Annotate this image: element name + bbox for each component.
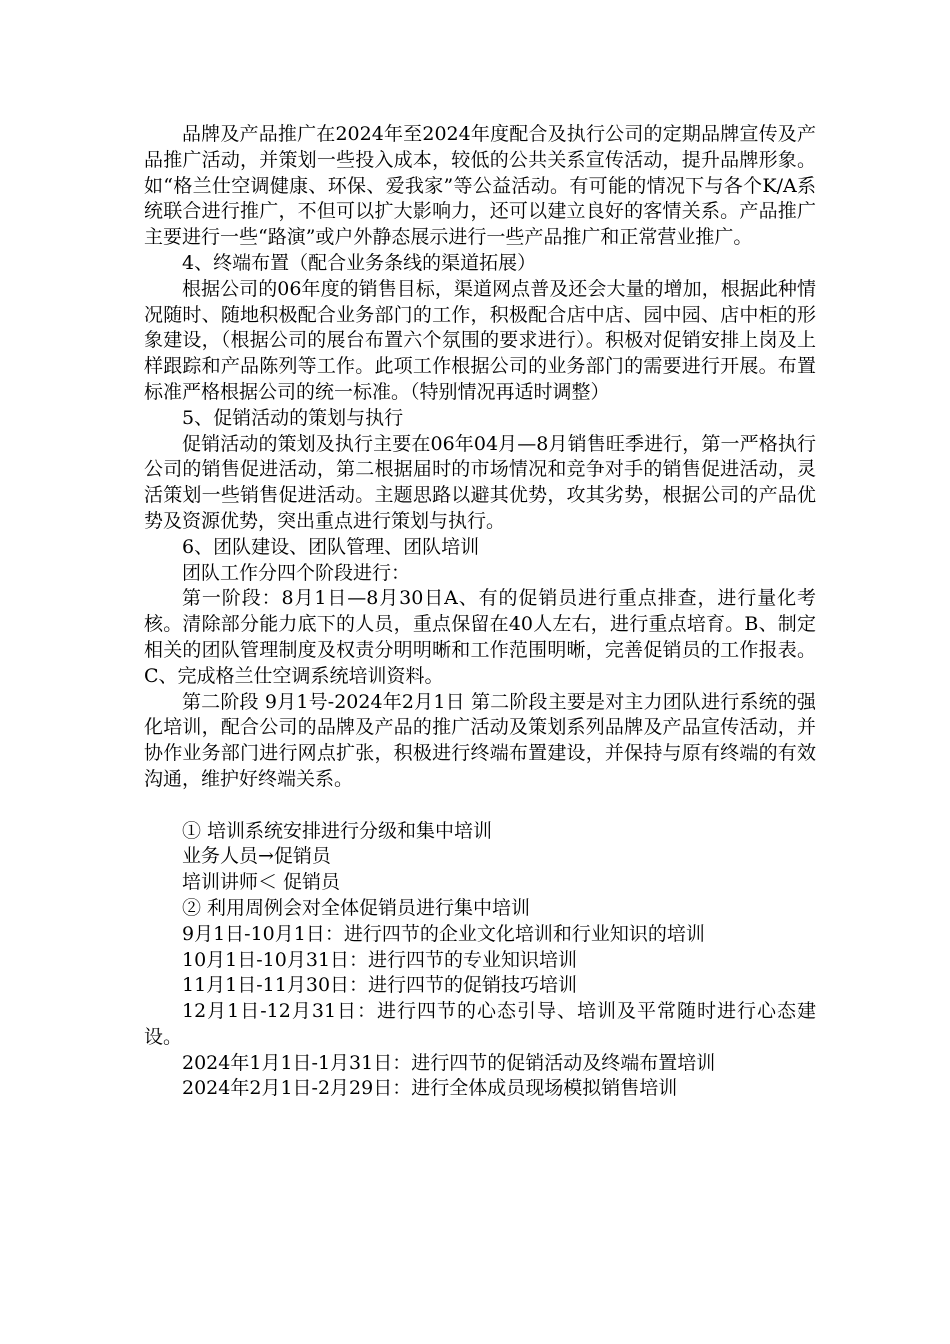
document-page [144, 122, 816, 1102]
training-item-nov: 11月1日-11月30日：进行四节的促销技巧培训 [182, 974, 578, 997]
paragraph-team-stages-intro: 团队工作分四个阶段进行： [182, 561, 411, 584]
training-item-business-staff: 业务人员→促销员 [182, 845, 331, 868]
paragraph-terminal-layout: 根据公司的06年度的销售目标，渠道网点普及还会大量的增加，根据此种情况随时、随地积极配合业务部门的工作，积极配合店中店、园中园、店中柜的形象建设，（根据公司的展台布置六个氛围的要求进行）。积极对促销安排上岗及上样跟踪和产品陈列等工作。此项工作根据公司的业务部门的需要进行开展。布置标准严格根据公司的统一标准。（特别情况再适时调整） [144, 277, 816, 403]
heading-promotion-activities: 5、促销活动的策划与执行 [182, 406, 404, 429]
paragraph-brand-promotion: 品牌及产品推广在2024年至2024年度配合及执行公司的定期品牌宣传及产品推广活动，并策划一些投入成本，较低的公共关系宣传活动，提升品牌形象。如“格兰仕空调健康、环保、爱我家”等公益活动。有可能的情况下与各个K/A系统联合进行推广，不但可以扩大影响力，还可以建立良好的客情关系。产品推广主要进行一些“路演”或户外静态展示进行一些产品推广和正常营业推广。 [144, 123, 816, 249]
training-item-dec: 12月1日-12月31日：进行四节的心态引导、培训及平常随时进行心态建设。 [144, 1000, 816, 1048]
training-item-tiered: ① 培训系统安排进行分级和集中培训 [182, 819, 493, 842]
paragraph-stage-two: 第二阶段 9月1号-2024年2月1日 第二阶段主要是对主力团队进行系统的强化培训，配合公司的品牌及产品的推广活动及策划系列品牌及产品宣传活动，并协作业务部门进行网点扩张，积极进行终端布置建设，并保持与原有终端的有效沟通，维护好终端关系。 [144, 690, 816, 790]
training-item-jan: 2024年1月1日-1月31日：进行四节的促销活动及终端布置培训 [182, 1051, 716, 1074]
heading-team-building: 6、团队建设、团队管理、团队培训 [182, 535, 480, 558]
training-item-oct: 10月1日-10月31日：进行四节的专业知识培训 [182, 948, 578, 971]
paragraph-gap [144, 793, 816, 819]
training-item-weekly-meeting: ② 利用周例会对全体促销员进行集中培训 [182, 896, 531, 919]
paragraph-promotion-activities: 促销活动的策划及执行主要在06年04月—8月销售旺季进行，第一严格执行公司的销售促进活动，第二根据届时的市场情况和竞争对手的销售促进活动，灵活策划一些销售促进活动。主题思路以避其优势，攻其劣势，根据公司的产品优势及资源优势，突出重点进行策划与执行。 [144, 432, 816, 532]
heading-terminal-layout: 4、终端布置（配合业务条线的渠道拓展） [182, 251, 537, 274]
training-item-trainer: 培训讲师＜ 促销员 [182, 871, 341, 894]
training-item-sep: 9月1日-10月1日：进行四节的企业文化培训和行业知识的培训 [182, 922, 705, 945]
training-item-feb: 2024年2月1日-2月29日：进行全体成员现场模拟销售培训 [182, 1077, 678, 1100]
paragraph-stage-one: 第一阶段：8月1日—8月30日A、有的促销员进行重点排查，进行量化考核。清除部分能力底下的人员，重点保留在40人左右，进行重点培育。B、制定相关的团队管理制度及权责分明明晰和工作范围明晰，完善促销员的工作报表。C、完成格兰仕空调系统培训资料。 [144, 587, 816, 687]
